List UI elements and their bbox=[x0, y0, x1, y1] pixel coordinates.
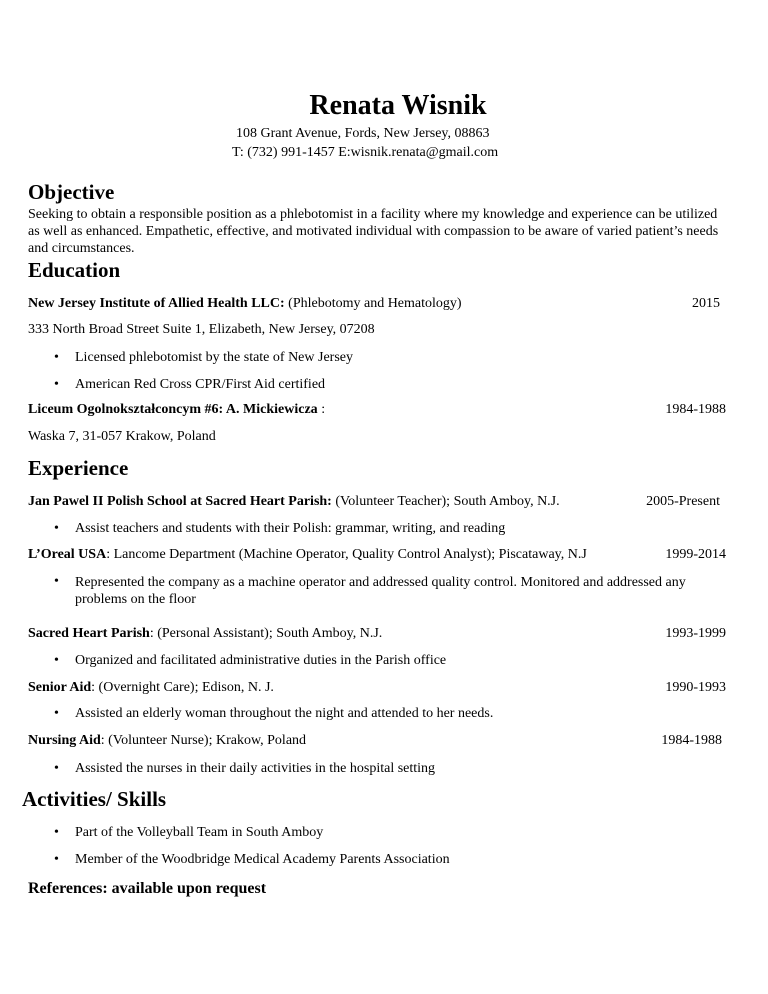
education-heading: Education bbox=[28, 258, 121, 282]
job-date-4: 1990-1993 bbox=[665, 680, 726, 695]
list-item bbox=[54, 706, 494, 722]
bullet-icon: • bbox=[54, 574, 59, 589]
list-item bbox=[54, 574, 715, 608]
job-detail: : (Overnight Care); Edison, N. J. bbox=[91, 680, 274, 695]
list-item bbox=[54, 377, 326, 393]
list-item-text: Member of the Woodbridge Medical Academy Parents Association bbox=[75, 852, 450, 867]
bullet-icon: • bbox=[54, 706, 59, 721]
employer-name: Nursing Aid bbox=[28, 733, 101, 748]
list-item-text: Assisted an elderly woman throughout the night and attended to her needs. bbox=[75, 706, 494, 721]
employer-name: Senior Aid bbox=[28, 680, 92, 695]
school-address-1: 333 North Broad Street Suite 1, Elizabeth, New Jersey, 07208 bbox=[28, 322, 375, 337]
references-line: References: available upon request bbox=[28, 880, 267, 897]
objective-heading: Objective bbox=[28, 180, 115, 204]
job-date-1: 2005-Present bbox=[646, 494, 720, 509]
list-item-text: Assisted the nurses in their daily activities in the hospital setting bbox=[75, 761, 436, 776]
list-item-text: Represented the company as a machine operator and addressed quality control. Monitored and addressed any problems on the floor bbox=[75, 575, 686, 607]
bullet-icon: • bbox=[54, 761, 59, 776]
list-item-text: American Red Cross CPR/First Aid certified bbox=[75, 377, 326, 392]
job-date-5: 1984-1988 bbox=[661, 733, 722, 748]
school-name: Liceum Ogolnokształconcym #6: A. Mickiewicza bbox=[28, 402, 318, 417]
school-name: New Jersey Institute of Allied Health LLC: bbox=[28, 296, 285, 311]
job-detail: : (Personal Assistant); South Amboy, N.J. bbox=[149, 626, 383, 641]
list-item-text: Organized and facilitated administrative duties in the Parish office bbox=[75, 653, 447, 668]
job-detail: (Volunteer Teacher); South Amboy, N.J. bbox=[331, 494, 560, 509]
list-item-text: Assist teachers and students with their Polish: grammar, writing, and reading bbox=[75, 521, 506, 536]
list-item-text: Licensed phlebotomist by the state of New Jersey bbox=[75, 350, 353, 365]
school-address-2: Waska 7, 31-057 Krakow, Poland bbox=[28, 429, 216, 444]
job-detail: : (Volunteer Nurse); Krakow, Poland bbox=[100, 733, 307, 748]
list-item bbox=[54, 852, 450, 868]
experience-heading: Experience bbox=[28, 456, 129, 480]
bullet-icon: • bbox=[54, 377, 59, 392]
job-title-2 bbox=[28, 547, 587, 563]
employer-name: L’Oreal USA bbox=[28, 547, 107, 562]
job-title-1 bbox=[28, 494, 560, 510]
objective-text: Seeking to obtain a responsible position as a phlebotomist in a facility where my knowledge and experience can be utilized as well as enhanced. Empathetic, effective, and motivated individual with compassion to be aware of varied patient’s needs and circumstances. bbox=[28, 207, 719, 256]
resume-name: Renata Wisnik bbox=[309, 90, 487, 121]
contact-line: T: (732) 991-1457 E:wisnik.renata@gmail.com bbox=[232, 145, 499, 160]
education-date-1: 2015 bbox=[692, 296, 720, 311]
list-item bbox=[54, 350, 353, 366]
list-item bbox=[54, 761, 436, 777]
education-entry-2 bbox=[28, 402, 325, 418]
education-entry-1 bbox=[28, 296, 462, 312]
school-detail: : bbox=[317, 402, 326, 417]
activities-heading: Activities/ Skills bbox=[22, 787, 167, 811]
school-detail: (Phlebotomy and Hematology) bbox=[284, 296, 462, 311]
list-item-text: Part of the Volleyball Team in South Amboy bbox=[75, 825, 324, 840]
job-detail: : Lancome Department (Machine Operator, Quality Control Analyst); Piscataway, N.J bbox=[106, 547, 587, 562]
list-item bbox=[54, 521, 506, 537]
bullet-icon: • bbox=[54, 653, 59, 668]
bullet-icon: • bbox=[54, 350, 59, 365]
address-line: 108 Grant Avenue, Fords, New Jersey, 08863 bbox=[236, 126, 490, 141]
job-title-3 bbox=[28, 626, 382, 642]
job-title-5 bbox=[28, 733, 306, 749]
job-title-4 bbox=[28, 680, 274, 696]
employer-name: Jan Pawel II Polish School at Sacred Heart Parish: bbox=[28, 494, 332, 509]
job-date-3: 1993-1999 bbox=[665, 626, 726, 641]
bullet-icon: • bbox=[54, 521, 59, 536]
list-item bbox=[54, 653, 447, 669]
job-date-2: 1999-2014 bbox=[665, 547, 726, 562]
bullet-icon: • bbox=[54, 852, 59, 867]
education-date-2: 1984-1988 bbox=[665, 402, 726, 417]
bullet-icon: • bbox=[54, 825, 59, 840]
list-item bbox=[54, 825, 324, 841]
employer-name: Sacred Heart Parish bbox=[28, 626, 150, 641]
